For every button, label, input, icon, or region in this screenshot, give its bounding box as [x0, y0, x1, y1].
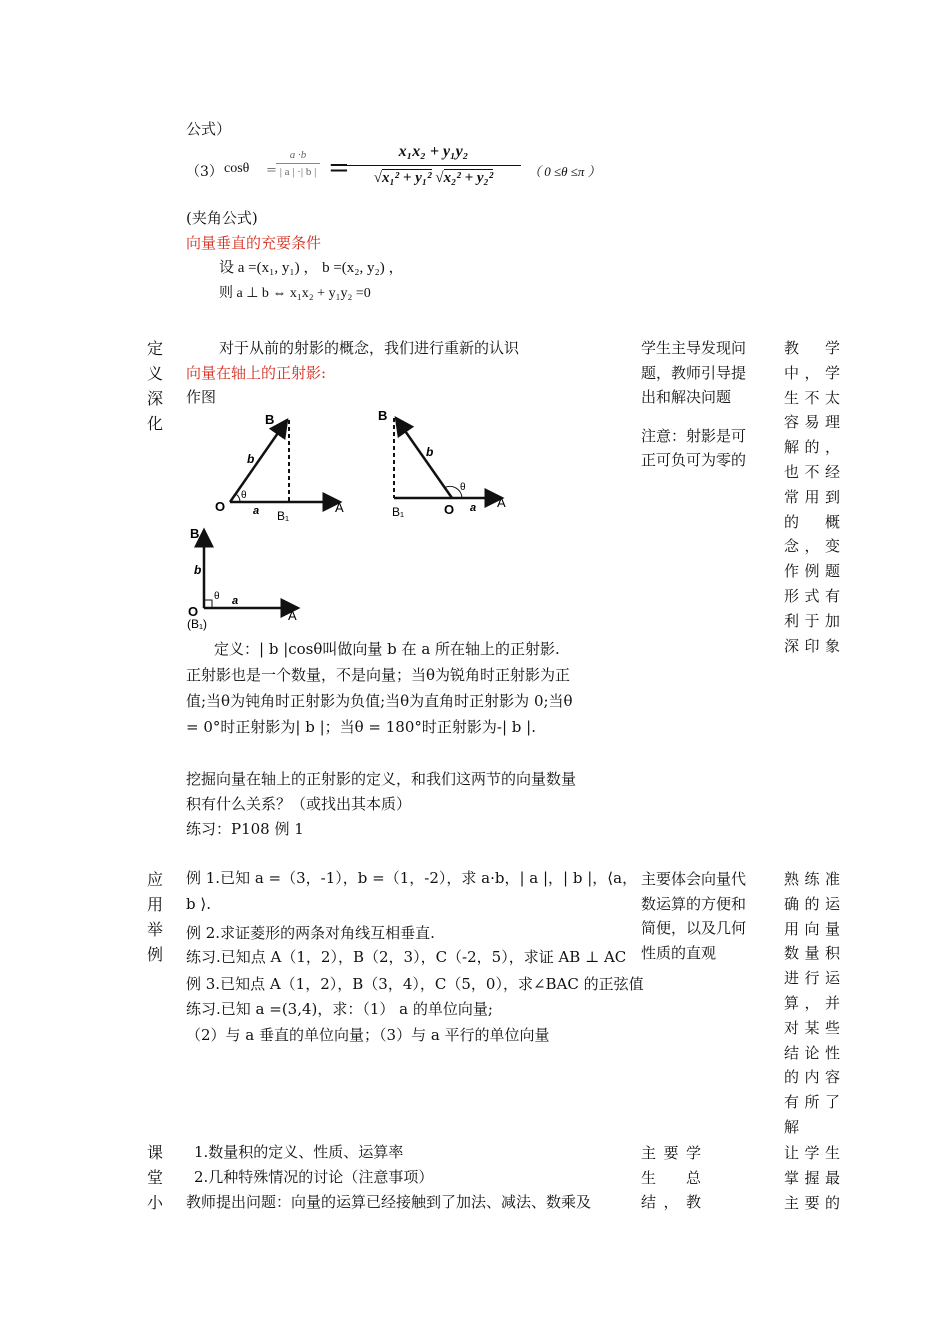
label-char: 小	[146, 1193, 163, 1212]
label-a-point: A	[335, 500, 344, 515]
practice-line: 练习：P108 例 1	[186, 820, 304, 838]
intent-line: 熟练准	[784, 870, 840, 888]
deepen-student-activity	[641, 336, 771, 473]
intent-line: 算，并	[784, 993, 840, 1012]
projection-para-line: = 0°时正射影为| b |；当θ = 180°时正射影为-| b |.	[186, 718, 536, 736]
intent-line: 利于加	[784, 611, 840, 630]
activity-line: 性质的直观	[641, 943, 717, 962]
intent-line: 数量积	[784, 944, 840, 963]
intent-line: 掌握最	[784, 1168, 840, 1187]
label-vector-a: a	[253, 505, 260, 517]
apply-line: 练习.已知 a =(3,4)，求：（1） a 的单位向量;	[186, 1000, 493, 1018]
activity-line: 题，教师引导提	[641, 363, 747, 382]
draw-label: 作图	[186, 388, 217, 406]
den-root-a: x₁² + y₁²	[381, 170, 432, 186]
vector-b-arrow	[230, 420, 287, 502]
label-a-point: A	[288, 608, 297, 623]
label-char: 化	[146, 414, 163, 433]
intent-line: 常用到	[784, 487, 840, 506]
intent-line: 作例题	[784, 562, 840, 581]
vector-b-arrow	[396, 418, 452, 498]
den-root-b: x₂² + y₂²	[443, 170, 494, 186]
intent-line: 教 学	[784, 339, 840, 357]
label-theta: θ	[241, 490, 247, 501]
note-line: 正可负可为零的	[641, 451, 747, 469]
figure-acute-projection	[205, 408, 350, 523]
vector-set-line: 设 a =(x₁, y₁) ， b =(x₂, y₂) ，	[219, 260, 404, 276]
small-fraction	[276, 149, 320, 178]
label-char: 堂	[146, 1168, 163, 1187]
section-label-deepen	[145, 336, 165, 436]
label-a-point: A	[497, 495, 506, 510]
label-char: 应	[146, 870, 163, 889]
intent-line: 也不经	[784, 462, 840, 481]
label-b-point: B	[265, 412, 275, 427]
section-label-summary	[145, 1140, 165, 1215]
angle-formula-note: (夹角公式)	[186, 209, 258, 227]
intent-line: 用向量	[784, 919, 840, 938]
small-fraction-den: | a | ·| b |	[279, 166, 317, 178]
summary-design-intent	[784, 1141, 840, 1215]
intent-line: 的内容	[784, 1068, 840, 1087]
intent-line: 让学生	[784, 1144, 840, 1162]
intent-line: 深印象	[784, 636, 840, 655]
figure-right-angle-projection	[186, 522, 306, 632]
intent-line: 解的，	[784, 438, 840, 457]
big-fraction	[346, 143, 521, 187]
label-b1-point: B₁	[277, 509, 290, 523]
activity-line: 出和解决问题	[641, 388, 732, 406]
label-o-point: O	[215, 499, 226, 514]
label-vector-b: b	[247, 452, 255, 466]
label-theta: θ	[460, 482, 466, 493]
projection-heading: 向量在轴上的正射影:	[186, 364, 327, 382]
summary-line: 1.数量积的定义、性质、运算率	[194, 1143, 404, 1161]
intent-line: 的 概	[784, 512, 840, 531]
apply-line: （2）与 a 垂直的单位向量；（3）与 a 平行的单位向量	[186, 1026, 550, 1044]
cos-theta-label: cosθ	[224, 161, 250, 176]
intent-line: 结论性	[784, 1043, 840, 1062]
label-vector-b: b	[426, 445, 434, 459]
apply-student-activity	[641, 867, 771, 965]
label-theta: θ	[214, 591, 220, 602]
equals-big: =	[328, 153, 350, 183]
apply-line: 练习.已知点 A（1，2），B（2，3），C（-2，5），求证 AB ⊥ AC	[186, 948, 627, 966]
projection-para-line: 值;当θ为钝角时正射影为负值;当θ为直角时正射影为 0;当θ	[186, 692, 573, 710]
apply-line: b ⟩.	[186, 895, 211, 913]
activity-line: 主要体会向量代	[641, 870, 747, 888]
formula-number: （3）	[186, 164, 223, 180]
intent-line: 中，学	[784, 363, 840, 382]
perp-condition-line: 则 a ⊥ b ⇔ x₁x₂ + y₁y₂ =0	[219, 286, 371, 301]
note-line: 注意：射影是可	[641, 426, 747, 445]
activity-line: 主要学	[641, 1144, 701, 1162]
big-fraction-num: x₁x₂ + y₁y₂	[398, 143, 469, 160]
activity-line: 生 总	[641, 1168, 701, 1187]
deepen-intro-line: 对于从前的射影的概念，我们进行重新的认识	[219, 339, 520, 357]
label-vector-a: a	[232, 595, 239, 607]
intent-line: 对某些	[784, 1018, 840, 1037]
perp-condition-heading: 向量垂直的充要条件	[186, 234, 322, 252]
intent-line: 主要的	[784, 1193, 840, 1212]
label-vector-b: b	[194, 563, 202, 577]
angle-formula	[186, 143, 626, 201]
activity-line: 结，教	[641, 1193, 701, 1211]
label-b-point: B	[378, 408, 388, 423]
label-char: 定	[146, 339, 163, 358]
intent-line: 解	[784, 1117, 800, 1136]
formula-end-text: 公式）	[186, 120, 232, 138]
intent-line: 容易理	[784, 413, 840, 432]
apply-line: 例 1.已知 a =（3，-1），b =（1，-2），求 a·b，| a |，| b |，⟨a，	[186, 869, 638, 887]
label-char: 深	[146, 389, 163, 408]
summary-line: 2.几种特殊情况的讨论（注意事项）	[194, 1168, 434, 1186]
label-char: 义	[146, 364, 163, 383]
label-o-point: O	[188, 604, 199, 619]
section-label-apply	[145, 867, 165, 967]
label-b-point: B	[190, 526, 200, 541]
deepen-design-intent	[784, 336, 840, 658]
activity-line: 学生主导发现问	[641, 339, 747, 357]
summary-line: 教师提出问题：向量的运算已经接触到了加法、减法、数乘及	[186, 1193, 592, 1211]
apply-line: 例 3.已知点 A（1，2），B（3，4），C（5，0），求∠BAC 的正弦值	[186, 975, 644, 993]
intent-line: 进行运	[784, 969, 840, 988]
small-fraction-num: a ·b	[289, 149, 307, 161]
equals-small: =	[266, 163, 277, 178]
label-o-point: O	[444, 502, 455, 517]
big-fraction-den: √x₁² + y₁² √x₂² + y₂²	[373, 170, 494, 186]
activity-line: 数运算的方便和	[641, 894, 747, 913]
question-line: 积有什么关系？（或找出其本质）	[186, 795, 412, 813]
summary-student-activity	[641, 1141, 701, 1215]
label-vector-a: a	[470, 502, 477, 514]
label-b1p-point: (B₁)	[187, 617, 208, 631]
label-char: 用	[146, 895, 163, 914]
label-char: 例	[146, 945, 163, 964]
intent-line: 念，变	[784, 537, 840, 556]
intent-line: 有所了	[784, 1093, 840, 1112]
intent-line: 生不太	[784, 388, 840, 407]
intent-line: 确的运	[784, 894, 840, 913]
label-char: 课	[146, 1143, 163, 1162]
apply-line: 例 2.求证菱形的两条对角线互相垂直.	[186, 924, 435, 942]
figure-obtuse-projection	[372, 404, 517, 522]
label-char: 举	[146, 920, 163, 939]
question-line: 挖掘向量在轴上的正射影的定义，和我们这两节的向量数量	[186, 770, 577, 788]
activity-line: 简便，以及几何	[641, 919, 747, 937]
theta-range: （ 0 ≤θ ≤π ）	[528, 164, 601, 179]
apply-design-intent	[784, 867, 840, 1140]
projection-para-line: 正射影也是一个数量，不是向量；当θ为锐角时正射影为正	[186, 666, 571, 684]
intent-line: 形式有	[784, 586, 840, 605]
label-b1-point: B₁	[392, 505, 405, 519]
projection-definition: 定义：| b |cosθ叫做向量 b 在 a 所在轴上的正射影.	[214, 640, 560, 658]
